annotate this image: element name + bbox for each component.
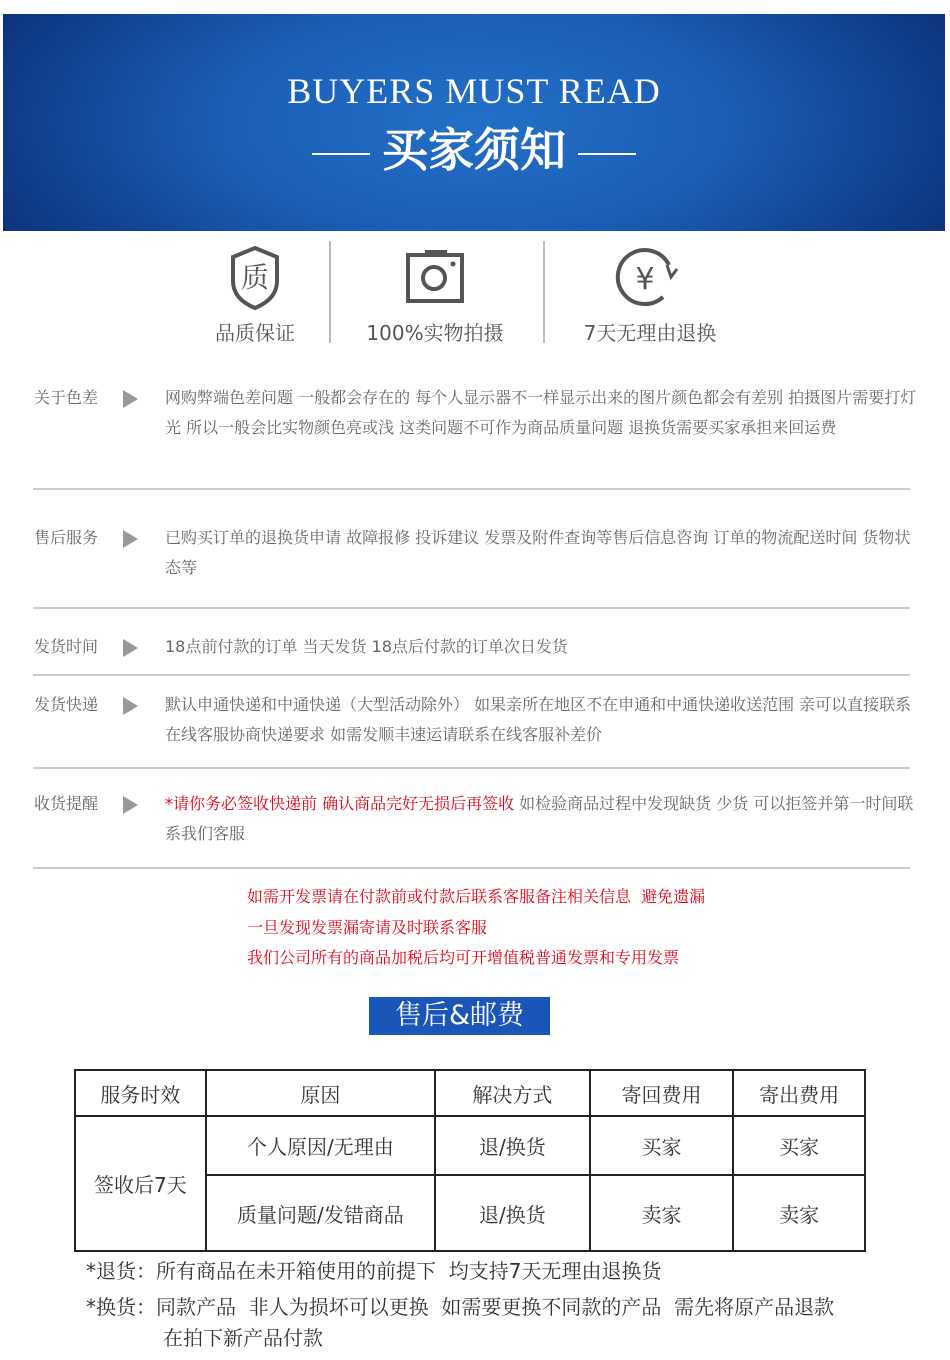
after-sales-table [74, 1069, 866, 1252]
svg-text:质: 质 [240, 261, 270, 294]
after-sales-heading: 售后&邮费 [369, 997, 550, 1035]
triangle-arrow-icon [123, 697, 138, 715]
table-header: 寄回费用 [590, 1070, 734, 1116]
footnote-exchange: *换货：同款产品 非人为损坏可以更换 如需要更换不同款的产品 需先将原产品退款 [86, 1295, 835, 1319]
table-header: 解决方式 [435, 1070, 590, 1116]
table-header-row [75, 1070, 865, 1116]
divider [33, 674, 910, 676]
divider [543, 241, 545, 343]
section-label: 收货提醒 [34, 794, 99, 813]
invoice-note: 如需开发票请在付款前或付款后联系客服备注相关信息 避免遗漏 [247, 887, 706, 906]
invoice-note: 一旦发现发票漏寄请及时联系客服 [247, 917, 488, 937]
footnote-return: *退货：所有商品在未开箱使用的前提下 均支持7天无理由退换货 [86, 1259, 662, 1283]
triangle-arrow-icon [123, 530, 138, 548]
feature-label: 7天无理由退换 [583, 321, 717, 345]
divider [33, 488, 910, 490]
section-label: 发货时间 [34, 637, 99, 656]
shield-quality-icon [227, 245, 283, 311]
section-label: 关于色差 [34, 388, 99, 407]
section-label: 发货快递 [34, 695, 99, 714]
table-cell: 个人原因/无理由 [206, 1116, 435, 1175]
banner-title-cn [3, 114, 945, 180]
banner-title-en: BUYERS MUST READ [287, 71, 661, 111]
yuan-return-icon [615, 245, 685, 311]
section-text: 网购弊端色差问题 一般都会存在的 每个人显示器不一样显示出来的图片颜色都会有差别 拍摄图片需要打灯光 所以一般会比实物颜色亮或浅 这类问题不可作为商品质量问题 退换货需要买家承担来回运费 [165, 388, 917, 437]
table-cell: 质量问题/发错商品 [206, 1175, 435, 1251]
section-label: 售后服务 [34, 528, 99, 547]
divider [329, 241, 331, 343]
header-banner [3, 14, 945, 231]
section-text: 已购买订单的退换货申请 故障报修 投诉建议 发票及附件查询等售后信息咨询 订单的物流配送时间 货物状态等 [165, 528, 911, 577]
svg-text:¥: ¥ [635, 262, 655, 297]
table-cell: 买家 [590, 1116, 734, 1175]
section-text [165, 789, 917, 849]
table-cell-period: 签收后7天 [75, 1116, 206, 1251]
feature-label: 品质保证 [215, 321, 295, 345]
divider [33, 867, 910, 869]
invoice-notes [247, 882, 705, 974]
table-header: 寄出费用 [733, 1070, 865, 1116]
table-cell: 退/换货 [435, 1175, 590, 1251]
camera-icon [405, 245, 465, 311]
table-cell: 卖家 [590, 1175, 734, 1251]
table-cell: 买家 [733, 1116, 865, 1175]
feature-quality [205, 245, 305, 346]
table-cell: 退/换货 [435, 1116, 590, 1175]
triangle-arrow-icon [123, 390, 138, 408]
section-text-rest: 如检验商品过程中发现缺货 少货 可以拒签并第一时间联系我们客服 [165, 794, 914, 843]
warning-text: *请你务必签收快递前 确认商品完好无损后再签收 [165, 794, 515, 813]
invoice-note: 我们公司所有的商品加税后均可开增值税普通发票和专用发票 [247, 948, 680, 967]
table-cell: 卖家 [733, 1175, 865, 1251]
feature-7day-return [570, 245, 730, 346]
section-text: 默认申通快递和中通快递（大型活动除外） 如果亲所在地区不在申通和中通快递收送范围 亲可以直接联系在线客服协商快递要求 如需发顺丰速运请联系在线客服补差价 [165, 695, 912, 744]
dash-right [578, 153, 636, 155]
table-header: 服务时效 [75, 1070, 206, 1116]
banner-title-text: 买家须知 [382, 123, 566, 177]
section-text: 18点前付款的订单 当天发货 18点后付款的订单次日发货 [165, 637, 568, 656]
dash-left [312, 153, 370, 155]
divider [33, 607, 910, 609]
table-header: 原因 [206, 1070, 435, 1116]
triangle-arrow-icon [123, 796, 138, 814]
divider [33, 767, 910, 769]
triangle-arrow-icon [123, 639, 138, 657]
feature-real-photo [355, 245, 515, 346]
feature-label: 100%实物拍摄 [366, 321, 504, 345]
table-row [75, 1116, 865, 1175]
footnote-exchange-cont: 在拍下新产品付款 [163, 1326, 323, 1350]
